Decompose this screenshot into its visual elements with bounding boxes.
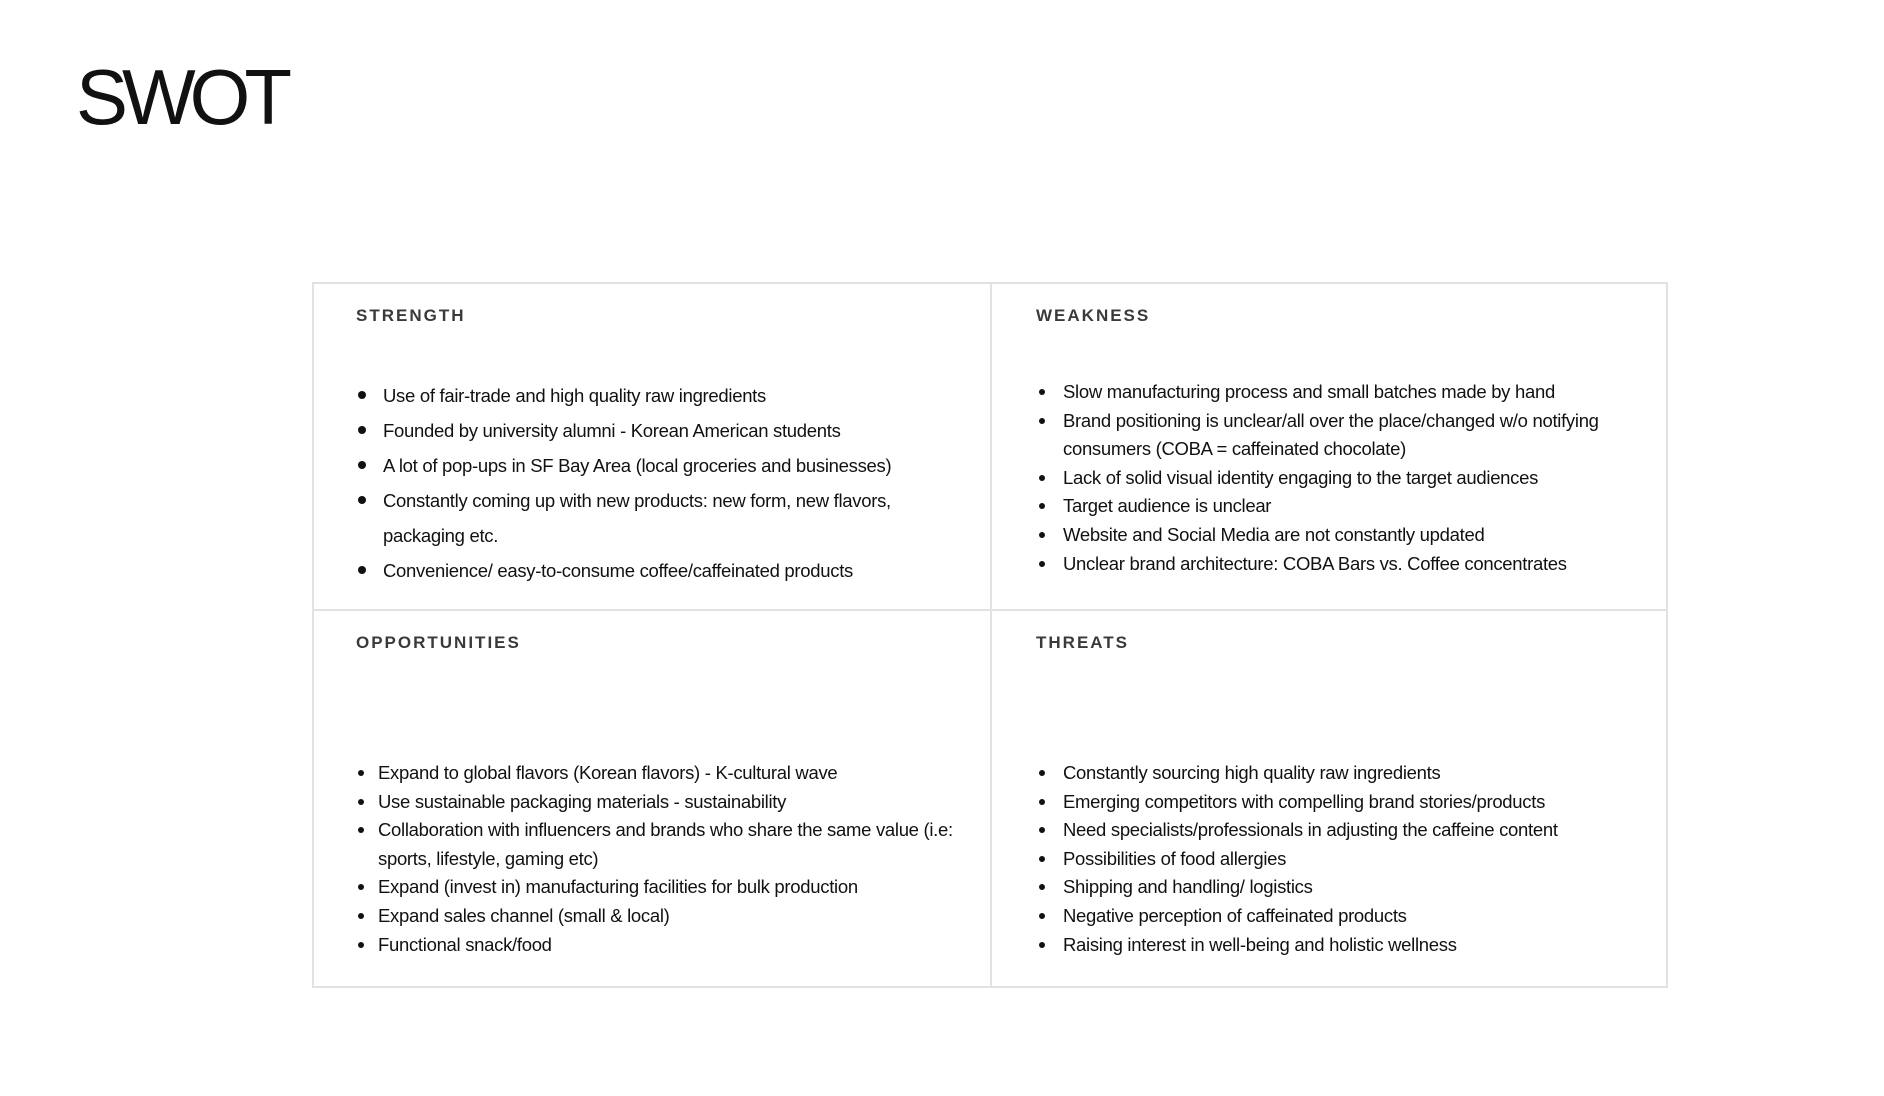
list-item: Functional snack/food — [356, 931, 970, 960]
list-item: Use sustainable packaging materials - sustainability — [356, 788, 970, 817]
threats-heading: THREATS — [1036, 633, 1130, 652]
weakness-quadrant — [992, 284, 1668, 611]
list-item: Brand positioning is unclear/all over the place/changed w/o notifying consumers (COBA = caffeinated chocolate) — [1036, 407, 1648, 464]
list-item: Convenience/ easy-to-consume coffee/caffeinated products — [356, 553, 970, 588]
opportunities-heading: OPPORTUNITIES — [356, 633, 521, 652]
list-item: Need specialists/professionals in adjusting the caffeine content — [1036, 816, 1648, 845]
page-title: SWOT — [76, 53, 286, 141]
list-item: Negative perception of caffeinated products — [1036, 902, 1648, 931]
list-item: Founded by university alumni - Korean American students — [356, 413, 970, 448]
strength-list — [356, 378, 970, 588]
strength-quadrant — [314, 284, 992, 611]
threats-quadrant — [992, 611, 1668, 986]
list-item: Use of fair-trade and high quality raw ingredients — [356, 378, 970, 413]
swot-grid — [312, 282, 1668, 988]
strength-heading: STRENGTH — [356, 306, 466, 325]
list-item: Possibilities of food allergies — [1036, 845, 1648, 874]
opportunities-list — [356, 759, 970, 959]
list-item: Slow manufacturing process and small batches made by hand — [1036, 378, 1648, 407]
list-item: Expand sales channel (small & local) — [356, 902, 970, 931]
list-item: Lack of solid visual identity engaging to the target audiences — [1036, 464, 1648, 493]
list-item: Website and Social Media are not constantly updated — [1036, 521, 1648, 550]
list-item: Collaboration with influencers and brands who share the same value (i.e: sports, lifestyle, gaming etc) — [356, 816, 970, 873]
list-item: Shipping and handling/ logistics — [1036, 873, 1648, 902]
list-item: Constantly coming up with new products: new form, new flavors, packaging etc. — [356, 483, 970, 553]
list-item: Expand (invest in) manufacturing facilities for bulk production — [356, 873, 970, 902]
weakness-heading: WEAKNESS — [1036, 306, 1151, 325]
list-item: Emerging competitors with compelling brand stories/products — [1036, 788, 1648, 817]
list-item: Expand to global flavors (Korean flavors) - K-cultural wave — [356, 759, 970, 788]
threats-list — [1036, 759, 1648, 959]
weakness-list — [1036, 378, 1648, 578]
opportunities-quadrant — [314, 611, 992, 986]
list-item: Unclear brand architecture: COBA Bars vs. Coffee concentrates — [1036, 550, 1648, 579]
list-item: Target audience is unclear — [1036, 492, 1648, 521]
list-item: Constantly sourcing high quality raw ingredients — [1036, 759, 1648, 788]
list-item: Raising interest in well-being and holistic wellness — [1036, 931, 1648, 960]
list-item: A lot of pop-ups in SF Bay Area (local groceries and businesses) — [356, 448, 970, 483]
